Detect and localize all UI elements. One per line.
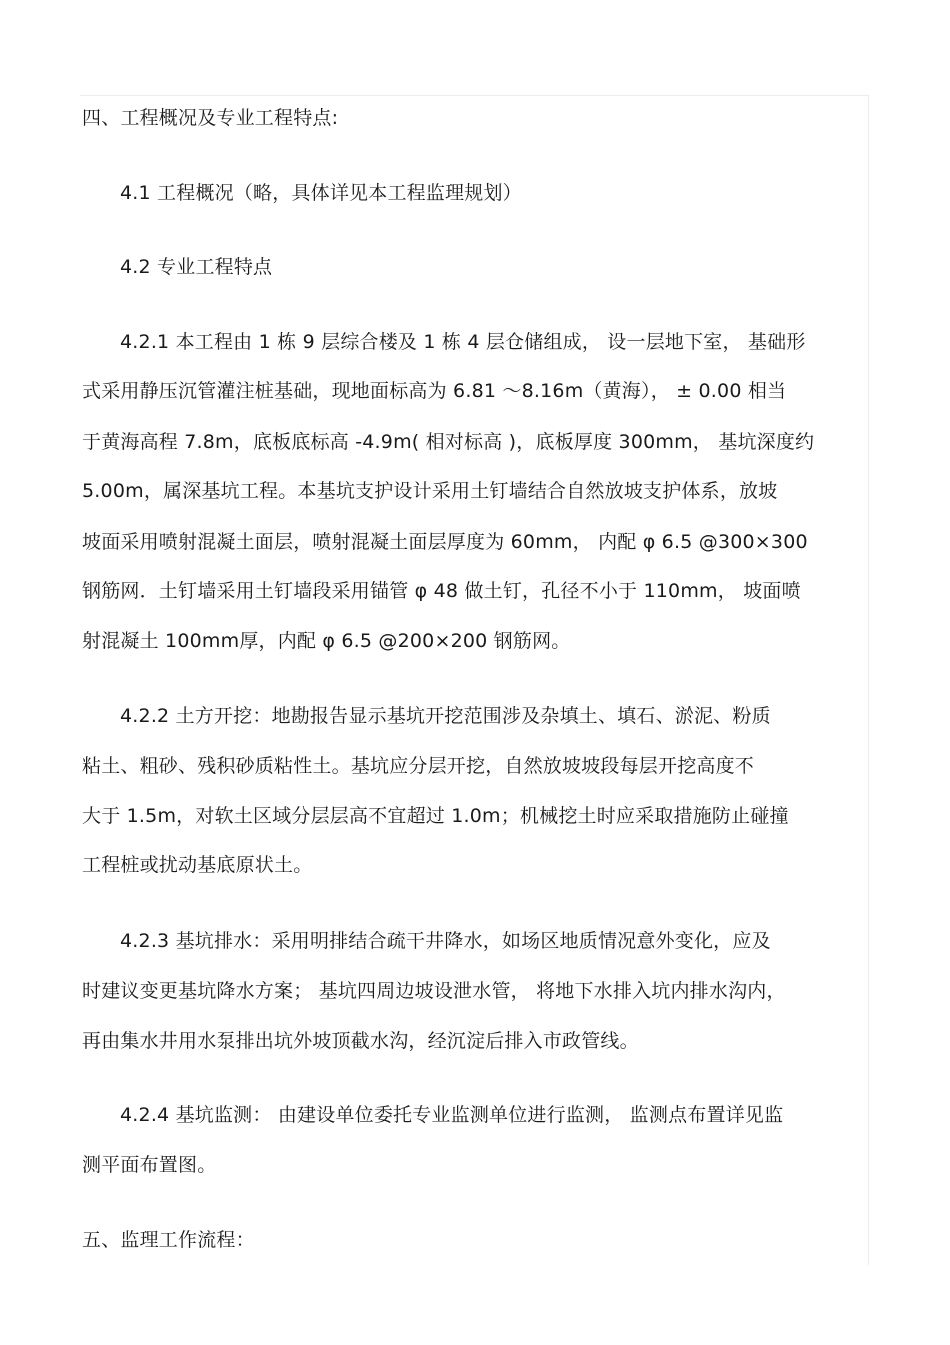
paragraph-line: 时建议变更基坑降水方案； 基坑四周边坡设泄水管， 将地下水排入坑内排水沟内， [82,980,786,1002]
paragraph-line: 粘土、粗砂、残积砂质粘性土。基坑应分层开挖，自然放坡坡段每层开挖高度不 [82,755,755,777]
paragraph-line: 工程桩或扰动基底原状土。 [82,854,313,876]
paragraph-line: 4.2.2 土方开挖：地勘报告显示基坑开挖范围涉及杂填土、填石、淤泥、粉质 [120,705,771,727]
paragraph-line: 大于 1.5m，对软土区域分层层高不宜超过 1.0m；机械挖土时应采取措施防止碰撞 [82,805,789,827]
heading-4-2: 4.2 专业工程特点 [120,256,273,278]
paragraph-line: 再由集水井用水泵排出坑外坡顶截水沟，经沉淀后排入市政管线。 [82,1030,639,1052]
paragraph-line: 4.2.3 基坑排水：采用明排结合疏干井降水，如场区地质情况意外变化，应及 [120,930,771,952]
paragraph-line: 4.2.4 基坑监测： 由建设单位委托专业监测单位进行监测， 监测点布置详见监 [120,1104,784,1126]
paragraph-line: 测平面布置图。 [82,1154,217,1176]
paragraph-line: 5.00m，属深基坑工程。本基坑支护设计采用土钉墙结合自然放坡支护体系，放坡 [82,480,778,502]
heading-4-1: 4.1 工程概况（略，具体详见本工程监理规划） [120,182,522,204]
heading-section-5: 五、监理工作流程： [82,1229,255,1251]
paragraph-line: 式采用静压沉管灌注桩基础，现地面标高为 6.81 ～8.16m（黄海）， ± 0.00 相当 [82,380,787,402]
paragraph-line: 于黄海高程 7.8m，底板底标高 -4.9m( 相对标高 )，底板厚度 300mm， 基坑深度约 [82,431,815,453]
heading-section-4: 四、工程概况及专业工程特点: [82,107,339,129]
paragraph-line: 4.2.1 本工程由 1 栋 9 层综合楼及 1 栋 4 层仓储组成， 设一层地下室， 基础形 [120,331,806,353]
paragraph-line: 钢筋网．土钉墙采用土钉墙段采用锚管 φ 48 做土钉，孔径不小于 110mm， 坡面喷 [82,580,801,602]
paragraph-line: 射混凝土 100mm厚，内配 φ 6.5 @200×200 钢筋网。 [82,630,571,652]
paragraph-line: 坡面采用喷射混凝土面层，喷射混凝土面层厚度为 60mm， 内配 φ 6.5 @300×300 [82,531,808,553]
